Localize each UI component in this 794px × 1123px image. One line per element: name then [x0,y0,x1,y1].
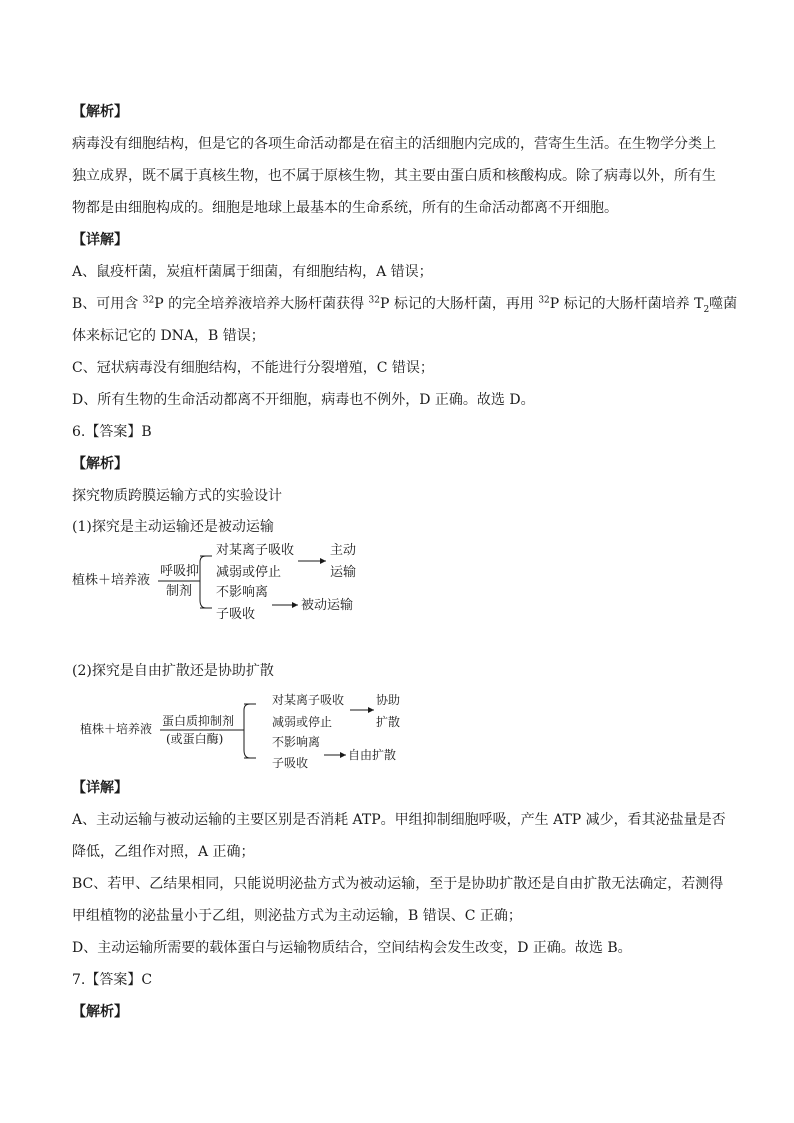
section-heading-detail: 【详解】 [72,232,128,248]
diagram-branch-up-line2: 减弱或停止 [216,565,282,580]
diagram-arrowhead [292,602,298,608]
analysis-text-line: 病毒没有细胞结构，但是它的各项生命活动都是在宿主的活细胞内完成的，营寄生生活。在生物学分类上 [72,136,716,152]
diagram-branch-up-line1: 对某离子吸收 [272,693,345,707]
diagram-arrowhead [320,558,326,564]
option-d-text: D、所有生物的生命活动都离不开细胞，病毒也不例外，D 正确。故选 D。 [72,392,535,408]
q6-option-d: D、主动运输所需要的载体蛋白与运输物质结合，空间结构会发生改变，D 正确。故选 B。 [72,940,632,956]
q6-option-bc-line2: 甲组植物的泌盐量小于乙组，则泌盐方式为主动运输，B 错误、C 正确； [72,908,522,924]
diagram-arrowhead [340,752,346,758]
q6-intro: 探究物质跨膜运输方式的实验设计 [72,488,282,504]
q6-option-bc-line1: BC、若甲、乙结果相同，只能说明泌盐方式为被动运输，至于是协助扩散还是自由扩散无法确定，若测得 [72,876,724,892]
q6-part1-title: (1)探究是主动运输还是被动运输 [72,519,274,535]
diagram-result-up-line1: 主动 [330,543,357,558]
analysis-text-line: 物都是由细胞构成的。细胞是地球上最基本的生命系统，所有的生命活动都离不开细胞。 [72,200,618,216]
option-c-text: C、冠状病毒没有细胞结构，不能进行分裂增殖，C 错误； [72,360,434,376]
diagram-result-up-line2: 扩散 [376,715,401,729]
diagram-treatment-bottom: (或蛋白酶) [166,732,224,746]
q6-option-a-line1: A、主动运输与被动运输的主要区别是否消耗 ATP。甲组抑制细胞呼吸，产生 ATP 减少，看其泌盐量是否 [72,812,726,828]
flow-diagram-diffusion [72,690,412,772]
diagram-branch-up-line1: 对某离子吸收 [216,543,295,558]
diagram-result-up-line2: 运输 [330,565,357,580]
q6-part2-title: (2)探究是自由扩散还是协助扩散 [72,663,274,679]
diagram-branch-down-line1: 不影响离 [216,585,269,600]
analysis-text-line: 独立成界，既不属于真核生物，也不属于原核生物，其主要由蛋白质和核酸构成。除了病毒以外，所有生 [72,168,716,184]
section-heading-analysis: 【解析】 [72,456,128,472]
q6-option-a-line2: 降低，乙组作对照，A 正确； [72,844,255,860]
diagram-branch-down-line1: 不影响离 [272,735,321,749]
flow-diagram-active-passive [72,540,372,626]
q6-answer: 6.【答案】B [72,424,152,440]
option-a-text: A、鼠疫杆菌，炭疽杆菌属于细菌，有细胞结构，A 错误； [72,264,433,280]
diagram-treatment-bottom: 制剂 [166,584,193,599]
section-heading-analysis: 【解析】 [72,104,128,120]
diagram-result-up-line1: 协助 [376,693,401,707]
diagram-arrowhead [368,707,374,713]
option-b-text: B、可用含 $^{32}$P 的完全培养液培养大肠杆菌获得 $^{32}$P 标记的大肠杆菌，再用 $^{32}$P 标记的大肠杆菌培养 $T_2$噬菌 [72,295,738,315]
diagram-bracket [200,556,206,608]
diagram-bracket [244,704,250,758]
diagram-treatment-top: 呼吸抑 [160,564,200,579]
section-heading-detail: 【详解】 [72,780,128,796]
q7-answer: 7.【答案】C [72,972,153,988]
diagram-result-down: 被动运输 [301,598,354,613]
diagram-branch-down-line2: 子吸收 [272,756,309,770]
diagram-branch-down-line2: 子吸收 [216,607,256,622]
diagram-source-label: 植株＋培养液 [80,722,153,736]
diagram-branch-up-line2: 减弱或停止 [272,715,333,729]
diagram-result-down: 自由扩散 [348,748,397,762]
section-heading-analysis: 【解析】 [72,1004,128,1020]
diagram-treatment-top: 蛋白质抑制剂 [162,714,235,728]
option-b-text-cont: 体来标记它的 DNA，B 错误； [72,328,265,344]
diagram-source-label: 植株＋培养液 [72,573,151,588]
